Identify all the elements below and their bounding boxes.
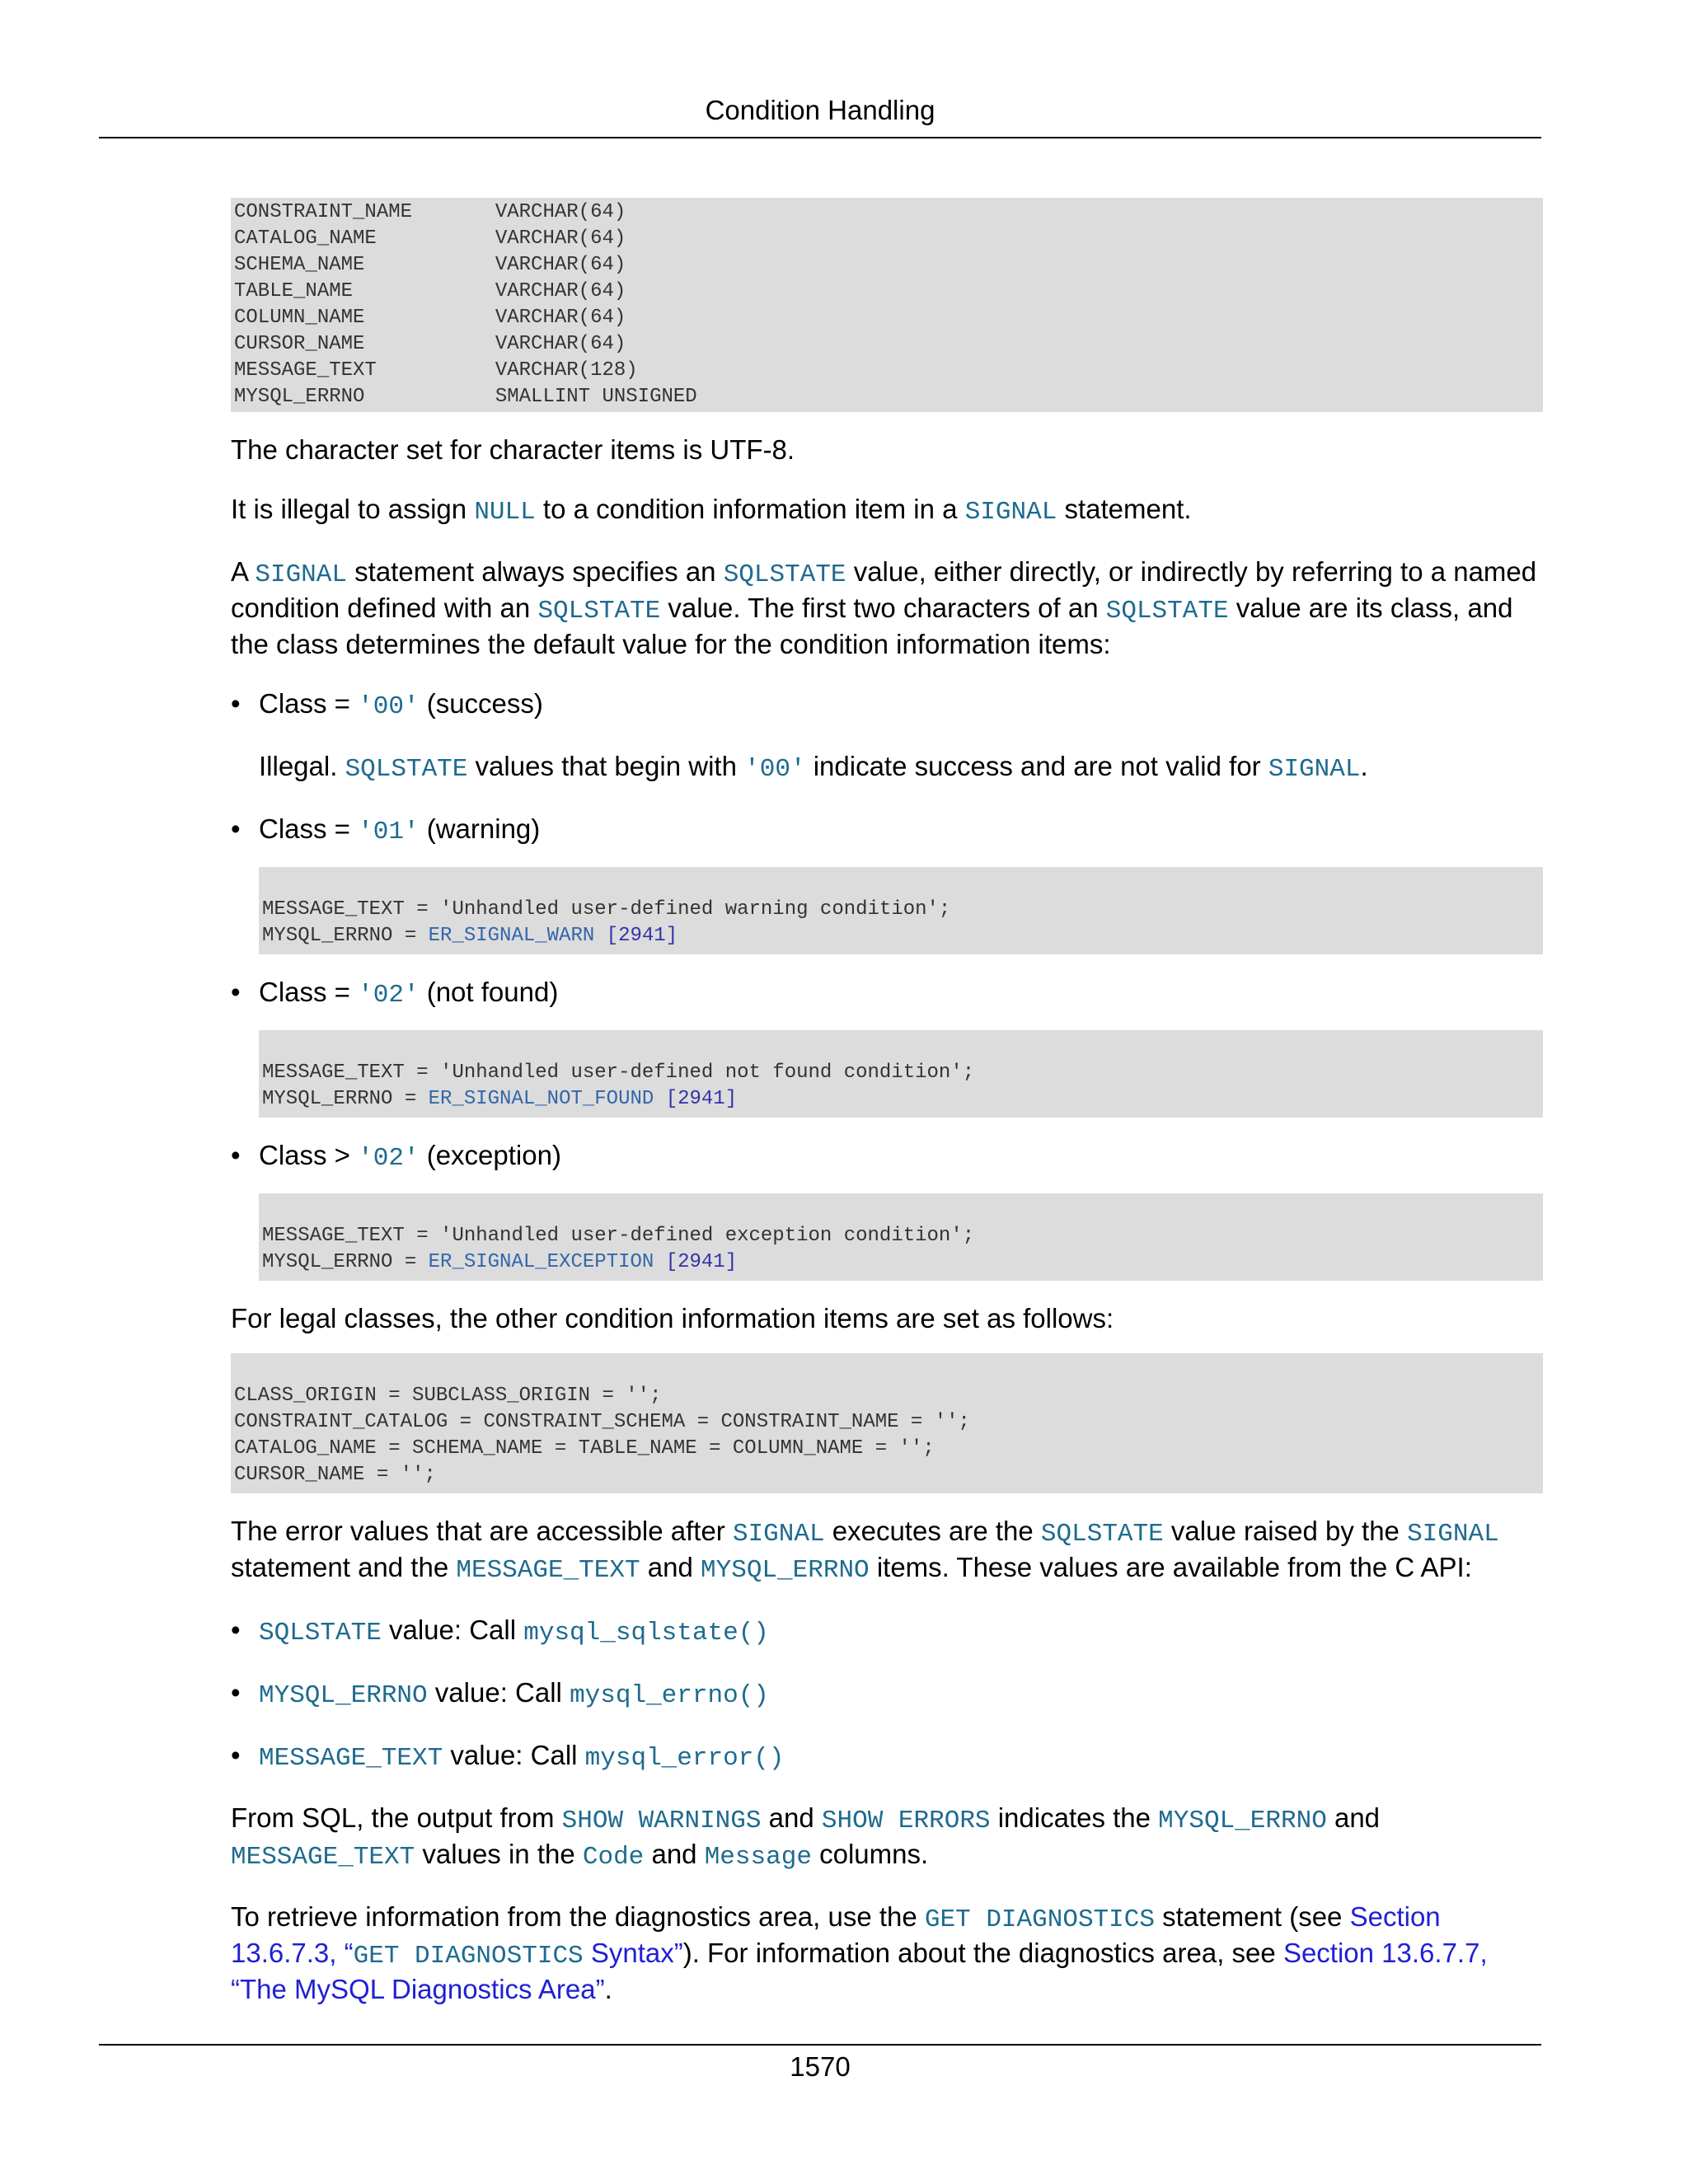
list-item-class-01 [231,813,1543,954]
page-content [231,198,1543,2006]
page-header-title: Condition Handling [705,95,935,125]
header-rule [99,137,1541,138]
paragraph-from-sql: From SQL, the output from SHOW WARNINGS and SHOW ERRORS indicates the MYSQL_ERRNO and MESSAGE_TEXT values in the Code and Message columns. [231,1802,1381,1872]
code-sqlstate: SQLSTATE [537,597,661,626]
column-types-code-block [231,198,1543,412]
code-line: CATALOG_NAME VARCHAR(64) [234,227,626,250]
code-line: TABLE_NAME VARCHAR(64) [234,280,626,302]
list-item-class-00 [231,687,1543,786]
legal-classes-code-block: CLASS_ORIGIN = SUBCLASS_ORIGIN = ''; CONSTRAINT_CATALOG = CONSTRAINT_SCHEMA = CONSTRAINT_NAME = ''; CATALOG_NAME = SCHEMA_NAME = TABLE_NAME = COLUMN_NAME = ''; CURSOR_NAME = ''; [231,1353,1543,1493]
code-signal: SIGNAL [964,498,1057,527]
list-item-class-02 [231,976,1543,1118]
er-signal-not-found-link[interactable]: ER_SIGNAL_NOT_FOUND [428,1088,654,1110]
code-line: CURSOR_NAME VARCHAR(64) [234,333,626,355]
code-line: MYSQL_ERRNO SMALLINT UNSIGNED [234,386,697,408]
paragraph-error-values: The error values that are accessible after SIGNAL executes are the SQLSTATE value raised by the SIGNAL statement and the MESSAGE_TEXT and MYSQL_ERRNO items. These values are available from the C API: [231,1516,1499,1585]
class-gt-02-code-block: MESSAGE_TEXT = 'Unhandled user-defined exception condition'; MYSQL_ERRNO = ER_SIGNAL_EXCEPTION [2941] [259,1193,1543,1281]
list-item-api-error: • MESSAGE_TEXT value: Call mysql_error() [231,1740,785,1773]
code-line: SCHEMA_NAME VARCHAR(64) [234,254,626,276]
list-item-api-errno: • MYSQL_ERRNO value: Call mysql_errno() [231,1677,769,1710]
class-01-label: Class = '01' (warning) [259,813,541,846]
class-gt-02-label: Class > '02' (exception) [259,1140,561,1173]
footer-rule [99,2044,1541,2046]
bullet-icon: • [231,813,241,844]
er-signal-exception-link[interactable]: ER_SIGNAL_EXCEPTION [428,1251,654,1273]
bullet-icon: • [231,1740,241,1770]
mysql-error-link[interactable]: mysql_error() [584,1744,785,1773]
bullet-icon: • [231,688,241,719]
list-item-api-sqlstate: • SQLSTATE value: Call mysql_sqlstate() [231,1615,769,1647]
code-line: COLUMN_NAME VARCHAR(64) [234,307,626,329]
class-00-description: Illegal. SQLSTATE values that begin with '00' indicate success and are not valid for SIGNAL. [259,751,1368,784]
er-signal-warn-link[interactable]: ER_SIGNAL_WARN [428,925,595,947]
class-01-code-block: MESSAGE_TEXT = 'Unhandled user-defined warning condition'; MYSQL_ERRNO = ER_SIGNAL_WARN [2941] [259,867,1543,954]
paragraph-signal-class: A SIGNAL statement always specifies an SQLSTATE value, either directly, or indirectly by referring to a named condition defined with an SQLSTATE value. The first two characters of an SQLSTATE value are its class, and the class determines the default value for the condition information items: [231,556,1537,659]
bullet-icon: • [231,977,241,1007]
paragraph-charset: The character set for character items is UTF-8. [231,434,795,465]
class-02-code-block: MESSAGE_TEXT = 'Unhandled user-defined not found condition'; MYSQL_ERRNO = ER_SIGNAL_NOT_FOUND [2941] [259,1030,1543,1118]
paragraph-legal-classes: For legal classes, the other condition information items are set as follows: [231,1303,1114,1333]
class-02-label: Class = '02' (not found) [259,977,559,1010]
list-item-class-gt-02 [231,1139,1543,1281]
bullet-icon: • [231,1615,241,1645]
code-signal: SIGNAL [255,560,347,589]
bullet-icon: • [231,1140,241,1170]
class-00-label: Class = '00' (success) [259,688,543,721]
mysql-sqlstate-link[interactable]: mysql_sqlstate() [523,1619,769,1647]
code-null: NULL [474,498,536,527]
code-sqlstate: SQLSTATE [1105,597,1229,626]
diagnostics-area-link[interactable]: Section 13.6.7.7, “The MySQL Diagnostics Area” [231,1938,1488,2004]
code-sqlstate: SQLSTATE [723,560,846,589]
page-number: 1570 [790,2051,851,2082]
code-line: CONSTRAINT_NAME VARCHAR(64) [234,201,626,223]
paragraph-retrieve: To retrieve information from the diagnostics area, use the GET DIAGNOSTICS statement (see Section 13.6.7.3, “GET DIAGNOSTICS Syntax”). For information about the diagnostics area, see Section 13.6.7.7, “The MySQL Diagnostics Area”. [231,1901,1488,2004]
code-line: MESSAGE_TEXT VARCHAR(128) [234,359,638,382]
mysql-errno-link[interactable]: mysql_errno() [570,1681,769,1710]
paragraph-illegal-null: It is illegal to assign NULL to a condition information item in a SIGNAL statement. [231,494,1192,527]
bullet-icon: • [231,1677,241,1708]
get-diagnostics-syntax-link[interactable]: Section 13.6.7.3, “GET DIAGNOSTICS Syntax” [231,1901,1441,1971]
